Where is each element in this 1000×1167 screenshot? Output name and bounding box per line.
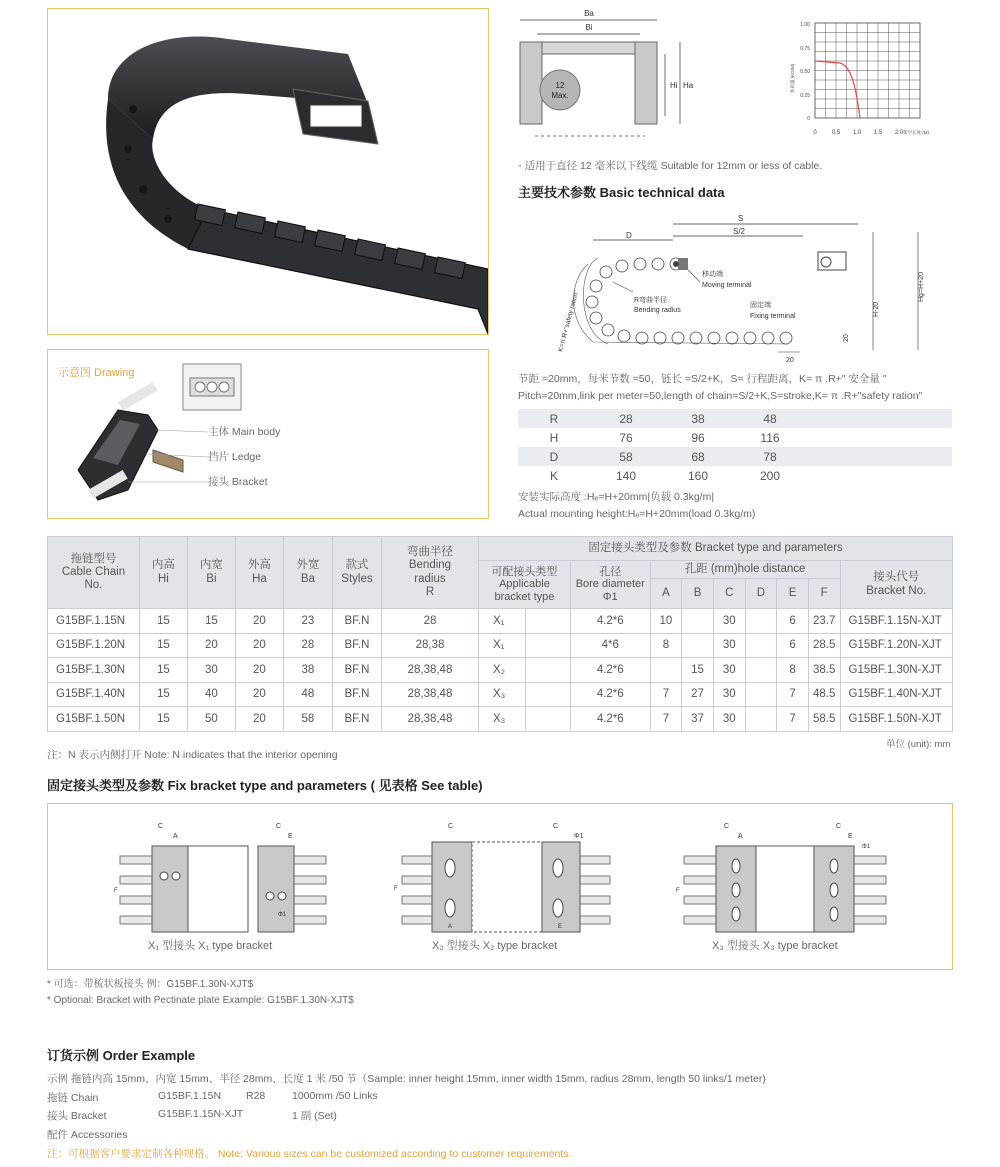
spec-table <box>518 409 952 485</box>
bracket-x3-caption: X₃ 型接头 X₃ type bracket <box>712 940 838 952</box>
cell-blank <box>525 609 570 634</box>
fixing-label-en: Fixing terminal <box>750 313 796 320</box>
cell-f: 58.5 <box>808 707 840 732</box>
cell-type: X₃ <box>478 682 525 707</box>
cell-f: 28.5 <box>808 633 840 658</box>
hg-label: Hg=H+20 <box>918 272 925 302</box>
callout-ledge: 挡片 Ledge <box>208 451 262 463</box>
cell-style: BF.N <box>332 682 381 707</box>
cell-bracket: G15BF.1.30N-XJT <box>840 658 952 683</box>
bracket-x2-drawing <box>388 816 628 934</box>
cell-ha: 20 <box>235 609 283 634</box>
optional-note-cn: * 可选：带梳状板接头 例：G15BF.1.30N-XJT$ <box>47 979 254 990</box>
th-group: 固定接头类型及参数 Bracket type and parameters <box>478 537 952 561</box>
spec-value: 96 <box>691 430 705 445</box>
th-bracket-type: 可配接头类型 Applicable bracket type <box>478 561 570 609</box>
order-title: 订货示例 Order Example <box>47 1048 196 1063</box>
th-hole: 孔距 (mm)hole distance <box>650 561 840 579</box>
h20-label: H-20 <box>873 301 880 317</box>
x3-label-e: E <box>848 833 853 840</box>
optional-note-en: * Optional: Bracket with Pectinate plate Example: G15BF.1.30N-XJT$ <box>47 995 354 1006</box>
x1-label-c: C <box>158 823 164 830</box>
cell-ha: 20 <box>235 707 283 732</box>
cell-ba: 23 <box>283 609 332 634</box>
spec-spacer <box>806 447 952 466</box>
x3-label-a: A <box>738 833 743 840</box>
order-bracket-label: 接头 Bracket <box>47 1110 107 1122</box>
x-tick-5: 2.0 <box>894 130 904 136</box>
cell-e: 8 <box>777 658 809 683</box>
spec-spacer <box>806 409 952 428</box>
th-model: 拖链型号 Cable Chain No. <box>48 537 140 609</box>
cell-e: 7 <box>777 707 809 732</box>
cell-bore: 4.2*6 <box>570 609 650 634</box>
cell-hi: 15 <box>139 682 187 707</box>
bending-label-en: Bending radius <box>634 307 681 314</box>
cell-blank <box>525 682 570 707</box>
cell-ba: 48 <box>283 682 332 707</box>
cell-bracket: G15BF.1.20N-XJT <box>840 633 952 658</box>
spec-value: 116 <box>760 430 780 445</box>
spec-value: 76 <box>619 430 633 445</box>
cell-hi: 15 <box>139 707 187 732</box>
cell-hi: 15 <box>139 658 187 683</box>
cell-d <box>745 707 777 732</box>
cell-model: G15BF.1.15N <box>48 609 140 634</box>
cell-c: 30 <box>713 658 745 683</box>
th-ha: 外高 Ha <box>235 537 283 609</box>
spec-spacer <box>806 428 952 447</box>
cell-blank <box>525 633 570 658</box>
cell-bore: 4.2*6 <box>570 658 650 683</box>
table-row <box>48 682 953 707</box>
fixing-label: 固定端 <box>750 302 771 309</box>
spec-label: R <box>518 409 590 428</box>
fix-bracket-title: 固定接头类型及参数 Fix bracket type and parameters ( 见表格 See table) <box>47 778 483 793</box>
basic-technical-title: 主要技术参数 Basic technical data <box>518 185 725 200</box>
cell-e: 6 <box>777 609 809 634</box>
cell-ha: 20 <box>235 658 283 683</box>
spec-value: 48 <box>734 409 806 428</box>
x3-label-phi: Φ1 <box>862 844 871 850</box>
order-note-label: 注：可根据客户要求定制各种规格。 <box>47 1148 215 1160</box>
spec-value: 38 <box>662 409 734 428</box>
bending-label: R弯曲半径 <box>634 297 668 304</box>
cell-blank <box>525 707 570 732</box>
cell-ba: 58 <box>283 707 332 732</box>
label-hi: Hi <box>670 81 678 90</box>
cell-bore: 4.2*6 <box>570 682 650 707</box>
order-chain-model: G15BF.1.15N <box>158 1090 222 1102</box>
cable-note: ◦ 适用于直径 12 毫米以下线缆 Suitable for 12mm or less of cable. <box>518 160 823 172</box>
cell-bore: 4*6 <box>570 633 650 658</box>
label-s: S <box>738 214 744 223</box>
x-tick-1: 0 <box>813 130 817 136</box>
x1-label-a: A <box>173 833 178 840</box>
spec-value: 160 <box>687 468 709 483</box>
spec-row <box>518 447 952 466</box>
cell-radius: 28 <box>381 609 478 634</box>
cell-model: G15BF.1.30N <box>48 658 140 683</box>
th-hi: 内高 Hi <box>139 537 187 609</box>
cell-style: BF.N <box>332 658 381 683</box>
cell-bi: 15 <box>187 609 235 634</box>
table-row <box>48 609 953 634</box>
cable-size: 12 <box>555 81 565 90</box>
th-bracket-no: 接头代号 Bracket No. <box>840 561 952 609</box>
x2-label-c: C <box>448 823 454 830</box>
x3-label-f: F <box>676 888 680 894</box>
unit-note: 单位 (unit): mm <box>886 739 951 750</box>
spec-value: 28 <box>590 409 662 428</box>
mount-note-en: Actual mounting height:Hₑ=H+20mm(load 0.3kg/m) <box>518 508 756 520</box>
cell-ba: 28 <box>283 633 332 658</box>
cell-style: BF.N <box>332 707 381 732</box>
bracket-x3-drawing <box>666 816 906 934</box>
cell-d <box>745 609 777 634</box>
graph-xlabel: 架空长度 (M) <box>903 130 929 135</box>
drawing-frame <box>47 349 489 519</box>
cell-model: G15BF.1.20N <box>48 633 140 658</box>
order-accessories: 配件 Accessories <box>47 1129 128 1141</box>
drawing-title: 示意图 Drawing <box>58 367 135 379</box>
th-hole-b: B <box>682 579 714 609</box>
pitch-note-cn: 节距 =20mm，每米节数 =50，链长 =S/2+K，S= 行程距离，K= π .R+" 安全量 " <box>518 373 887 385</box>
cross-section-diagram <box>515 8 695 148</box>
cell-bi: 50 <box>187 707 235 732</box>
n-note: 注：N 表示内侧打开 Note: N indicates that the interior opening <box>47 749 338 761</box>
order-chain-label: 拖链 Chain <box>47 1092 99 1104</box>
label-d: D <box>626 231 632 240</box>
cell-type: X₁ <box>478 609 525 634</box>
th-radius: 弯曲半径 Bending radius R <box>381 537 478 609</box>
spec-row <box>518 409 952 428</box>
cell-bracket: G15BF.1.15N-XJT <box>840 609 952 634</box>
bracket-x2-caption: X₂ 型接头 X₂ type bracket <box>432 940 558 952</box>
d20-label: 20 <box>843 334 850 342</box>
cell-bracket: G15BF.1.40N-XJT <box>840 682 952 707</box>
cell-ha: 20 <box>235 633 283 658</box>
cell-f: 23.7 <box>808 609 840 634</box>
safety-label: K=π.R+"safety ration" <box>557 289 581 353</box>
cell-a <box>650 658 682 683</box>
spec-value: 140 <box>615 468 637 483</box>
y-tick-3: 0.50 <box>800 69 810 75</box>
label-ba: Ba <box>584 9 594 18</box>
x2-label-f: F <box>394 886 398 892</box>
cell-e: 6 <box>777 633 809 658</box>
cell-radius: 28,38 <box>381 633 478 658</box>
order-custom-note <box>47 1146 571 1161</box>
cell-d <box>745 633 777 658</box>
cell-type: X₃ <box>478 707 525 732</box>
th-hole-e: E <box>777 579 809 609</box>
spec-label: D <box>518 447 590 466</box>
callout-main-body: 主体 Main body <box>208 426 281 438</box>
cell-blank <box>525 658 570 683</box>
spec-value: 78 <box>734 447 806 466</box>
cell-c: 30 <box>713 609 745 634</box>
x1-label-c2: C <box>276 823 282 830</box>
x1-label-f: F <box>114 888 118 894</box>
y-tick-4: 0.25 <box>800 93 810 99</box>
cable-max: Max. <box>551 91 569 100</box>
cell-style: BF.N <box>332 609 381 634</box>
cell-b: 37 <box>682 707 714 732</box>
w20-label: 20 <box>786 357 794 364</box>
x1-label-phi: Φ1 <box>278 912 287 918</box>
spec-spacer <box>806 466 952 485</box>
y-tick-2: 0.75 <box>800 46 810 52</box>
th-ba: 外宽 Ba <box>283 537 332 609</box>
cell-b <box>682 609 714 634</box>
cell-d <box>745 658 777 683</box>
cell-e: 7 <box>777 682 809 707</box>
mount-note-cn: 安装实际高度 :Hₑ=H+20mm|负载 0.3kg/m| <box>518 491 715 503</box>
cell-radius: 28,38,48 <box>381 658 478 683</box>
x2-label-a: A <box>448 924 453 930</box>
label-bi: Bi <box>585 23 593 32</box>
spec-value: 200 <box>759 468 781 483</box>
cell-bracket: G15BF.1.50N-XJT <box>840 707 952 732</box>
graph-ylabel: 负荷量 (KG/M) <box>790 63 795 93</box>
th-bi: 内宽 Bi <box>187 537 235 609</box>
th-hole-c: C <box>713 579 745 609</box>
moving-label: 移动端 <box>702 271 723 278</box>
order-bracket-model: G15BF.1.15N-XJT <box>158 1108 244 1120</box>
x2-label-phi: Φ1 <box>574 833 584 840</box>
spec-label: H <box>549 430 559 445</box>
y-tick-5: 0 <box>807 116 810 122</box>
cell-ha: 20 <box>235 682 283 707</box>
x-tick-2: 0.5 <box>831 130 841 136</box>
order-chain-radius: R28 <box>246 1090 266 1102</box>
bracket-x1-caption: X₁ 型接头 X₁ type bracket <box>148 940 273 952</box>
bracket-parameter-table <box>47 536 953 732</box>
order-bracket-qty: 1 副 (Set) <box>292 1110 337 1122</box>
x3-label-c: C <box>724 823 730 830</box>
pitch-note-en: Pitch=20mm,link per meter=50,length of chain=S/2+K,S=stroke,K= π .R+"safety ration" <box>518 390 923 402</box>
cell-model: G15BF.1.40N <box>48 682 140 707</box>
table-row <box>48 707 953 732</box>
th-hole-d: D <box>745 579 777 609</box>
x2-label-e: E <box>558 924 563 930</box>
cell-c: 30 <box>713 707 745 732</box>
cell-radius: 28,38,48 <box>381 682 478 707</box>
spec-value: 58 <box>590 447 662 466</box>
x1-label-e: E <box>288 833 293 840</box>
cell-type: X₁ <box>478 633 525 658</box>
bullet-icon: ◦ <box>518 160 525 172</box>
cell-b <box>682 633 714 658</box>
cell-f: 48.5 <box>808 682 840 707</box>
cell-model: G15BF.1.50N <box>48 707 140 732</box>
cell-b: 27 <box>682 682 714 707</box>
cell-hi: 15 <box>139 633 187 658</box>
x2-label-c2: C <box>553 823 559 830</box>
cell-bi: 40 <box>187 682 235 707</box>
moving-label-en: Moving terminal <box>702 282 752 289</box>
cell-c: 30 <box>713 633 745 658</box>
cell-a: 7 <box>650 707 682 732</box>
cell-b: 15 <box>682 658 714 683</box>
spec-value: 68 <box>662 447 734 466</box>
th-hole-a: A <box>650 579 682 609</box>
y-tick-1: 1.00 <box>800 22 810 28</box>
th-hole-f: F <box>808 579 840 609</box>
order-note-en: Note: Various sizes can be customized according to customer requirements. <box>217 1148 572 1160</box>
chain-side-diagram <box>548 212 948 368</box>
cell-a: 7 <box>650 682 682 707</box>
cell-f: 38.5 <box>808 658 840 683</box>
cell-a: 10 <box>650 609 682 634</box>
cable-chain-photo <box>48 9 488 334</box>
table-row <box>48 633 953 658</box>
cell-c: 30 <box>713 682 745 707</box>
spec-row <box>518 466 952 485</box>
cell-hi: 15 <box>139 609 187 634</box>
cell-d <box>745 682 777 707</box>
cell-a: 8 <box>650 633 682 658</box>
cell-bore: 4.2*6 <box>570 707 650 732</box>
x-tick-4: 1.5 <box>873 130 883 136</box>
label-ha: Ha <box>683 81 694 90</box>
cell-ba: 38 <box>283 658 332 683</box>
th-styles: 款式 Styles <box>332 537 381 609</box>
x3-label-c2: C <box>836 823 842 830</box>
spec-row <box>518 428 952 447</box>
cell-style: BF.N <box>332 633 381 658</box>
spec-label: K <box>549 468 558 483</box>
order-chain-length: 1000mm /50 Links <box>292 1090 378 1102</box>
bracket-x1-drawing <box>108 816 348 934</box>
cell-type: X₂ <box>478 658 525 683</box>
bracket-frame <box>47 803 953 970</box>
load-graph <box>770 18 940 143</box>
cell-radius: 28,38,48 <box>381 707 478 732</box>
order-example: 示例 拖链内高 15mm、内宽 15mm、半径 28mm、长度 1 米 /50 节（Sample: inner height 15mm, inner width 15mm, radius 28mm, length 50 links/1 meter) <box>47 1073 766 1085</box>
photo-frame <box>47 8 489 335</box>
x-tick-3: 1.0 <box>852 130 862 136</box>
th-bore: 孔径 Bore diameter Φ1 <box>570 561 650 609</box>
label-s2: S/2 <box>733 227 746 236</box>
cell-bi: 30 <box>187 658 235 683</box>
cell-bi: 20 <box>187 633 235 658</box>
table-row <box>48 658 953 683</box>
callout-bracket: 接头 Bracket <box>208 476 268 488</box>
